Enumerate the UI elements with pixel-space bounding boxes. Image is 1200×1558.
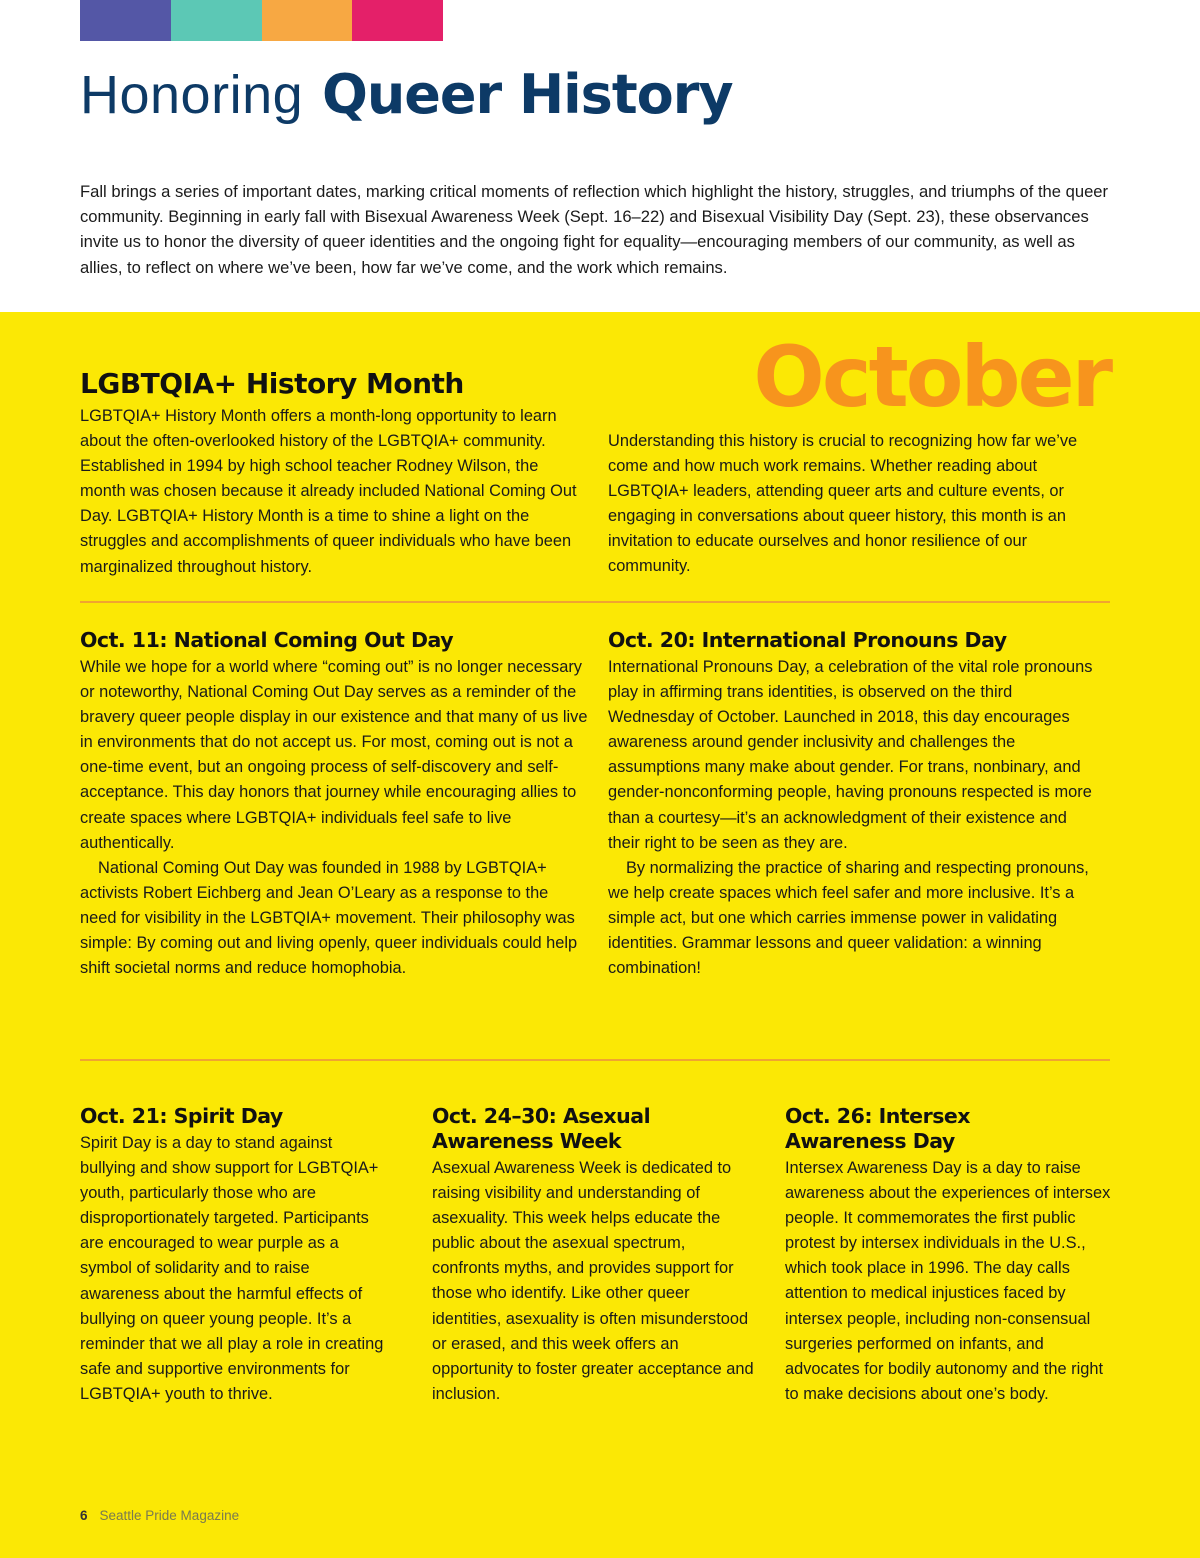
history-month-col2: Understanding this history is crucial to recognizing how far we’ve come and how much work remains. Whether reading about LGBTQIA+ leaders, attending queer arts and culture events, or engaging in conversations about queer history, this month is an invitation to educate ourselves and honor resilience of our community.	[608, 432, 1078, 576]
month-label: October	[753, 328, 1110, 426]
asexual-body: Asexual Awareness Week is dedicated to raising visibility and understanding of asexuality. This week helps educate the public about the asexual spectrum, confronts myths, and provides support for those who identify. Like other queer identities, asexuality is often misunderstood or erased, and this week offers an opportunity to foster greater acceptance and inclusion.	[432, 1159, 754, 1403]
stripe-purple	[80, 0, 171, 41]
publication-name: Seattle Pride Magazine	[99, 1508, 240, 1523]
coming-out-heading: Oct. 11: National Coming Out Day	[80, 628, 454, 652]
page-footer	[80, 1508, 239, 1523]
pronouns-p2-wrap	[608, 856, 1098, 981]
spirit-body: Spirit Day is a day to stand against bullying and show support for LGBTQIA+ youth, particularly those who are disproportionately targeted. Participants are encouraged to wear purple as a symbol of solidarity and to raise awareness about the harmful effects of bullying on queer young people. It’s a reminder that we all play a role in creating safe and supportive environments for LGBTQIA+ youth to thrive.	[80, 1134, 384, 1403]
pronouns-p1: International Pronouns Day, a celebration of the vital role pronouns play in affirming trans identities, is observed on the third Wednesday of October. Launched in 2018, this day encourages awareness around gender inclusivity and challenges the assumptions many make about gender. For trans, nonbinary, and gender-nonconforming people, having pronouns respected is more than a courtesy—it’s an acknowledgment of their existence and their right to be seen as they are.	[608, 658, 1093, 852]
stripe-orange	[262, 0, 353, 41]
pronouns-heading: Oct. 20: International Pronouns Day	[608, 628, 1007, 652]
pronouns-body	[608, 655, 1098, 981]
page-title	[80, 60, 733, 130]
divider-1	[80, 601, 1110, 603]
coming-out-body	[80, 655, 588, 981]
intersex-body: Intersex Awareness Day is a day to raise awareness about the experiences of intersex people. It commemorates the first public protest by intersex individuals in the U.S., which took place in 1996. The day calls attention to medical injustices faced by intersex people, including non-consensual surgeries performed on infants, and advocates for bodily autonomy and the right to make decisions about one’s body.	[785, 1159, 1111, 1403]
spirit-heading: Oct. 21: Spirit Day	[80, 1104, 283, 1128]
color-stripe-bar	[80, 0, 443, 41]
coming-out-p1: While we hope for a world where “coming out” is no longer necessary or noteworthy, National Coming Out Day serves as a reminder of the bravery queer people display in our existence and that many of us live in environments that do not accept us. For most, coming out is not a one-time event, but an ongoing process of self-discovery and self-acceptance. This day honors that journey while encouraging allies to create spaces where LGBTQIA+ individuals feel safe to live authentically.	[80, 658, 588, 852]
pronouns-p2: By normalizing the practice of sharing and respecting pronouns, we help create spaces which feel safer and more inclusive. It’s a simple act, but one which carries immense power in validating identities. Grammar lessons and queer validation: a winning combination!	[608, 858, 1089, 978]
stripe-teal	[171, 0, 262, 41]
divider-2	[80, 1059, 1110, 1061]
page-number: 6	[80, 1508, 88, 1523]
history-month-heading: LGBTQIA+ History Month	[80, 367, 464, 400]
coming-out-p2-wrap	[80, 856, 588, 981]
title-bold: Queer History	[321, 63, 733, 126]
intersex-heading: Oct. 26: Intersex Awareness Day	[785, 1104, 971, 1153]
coming-out-p2: National Coming Out Day was founded in 1988 by LGBTQIA+ activists Robert Eichberg and Jean O’Leary as a response to the need for visibility in the LGBTQIA+ movement. Their philosophy was simple: By coming out and living openly, queer individuals could help shift societal norms and reduce homophobia.	[80, 858, 578, 978]
title-light: Honoring	[80, 65, 304, 125]
history-month-col1: LGBTQIA+ History Month offers a month-long opportunity to learn about the often-overlooked history of the LGBTQIA+ community. Established in 1994 by high school teacher Rodney Wilson, the month was chosen because it already included National Coming Out Day. LGBTQIA+ History Month is a time to shine a light on the struggles and accomplishments of queer individuals who have been marginalized throughout history.	[80, 407, 577, 576]
stripe-pink	[352, 0, 443, 41]
intro-paragraph: Fall brings a series of important dates, marking critical moments of reflection which highlight the history, struggles, and triumphs of the queer community. Beginning in early fall with Bisexual Awareness Week (Sept. 16–22) and Bisexual Visibility Day (Sept. 23), these observances invite us to honor the diversity of queer identities and the ongoing fight for equality—encouraging members of our community, as well as allies, to reflect on where we’ve been, how far we’ve come, and the work which remains.	[80, 182, 1109, 277]
asexual-heading: Oct. 24–30: Asexual Awareness Week	[432, 1104, 651, 1153]
